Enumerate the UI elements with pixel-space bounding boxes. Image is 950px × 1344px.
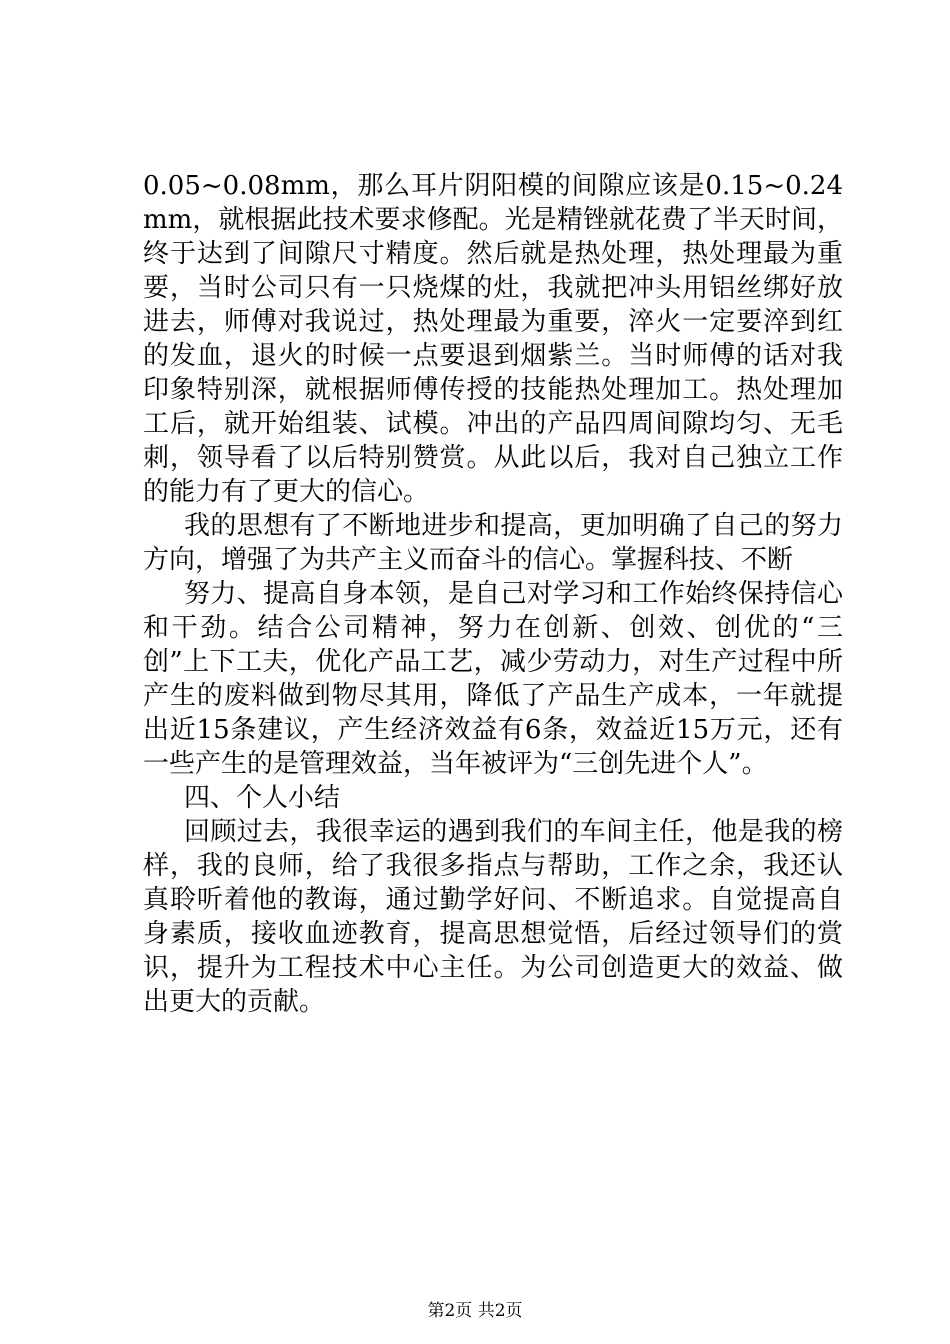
- paragraph-thinking-progress: 我的思想有了不断地进步和提高，更加明确了自己的努力方向，增强了为共产主义而奋斗的信心。掌握科技、不断: [143, 511, 843, 575]
- document-body: [143, 169, 843, 1019]
- paragraph-summary: 回顾过去，我很幸运的遇到我们的车间主任，他是我的榜样，我的良师，给了我很多指点与帮助，工作之余，我还认真聆听着他的教诲，通过勤学好问、不断追求。自觉提高自身素质，接收血迹教育，提高思想觉悟，后经过领导们的赏识，提升为工程技术中心主任。为公司创造更大的效益、做出更大的贡献。: [143, 817, 843, 1017]
- section-heading-personal-summary: 四、个人小结: [184, 783, 341, 813]
- page-number-footer: 第2页 共2页: [427, 1301, 523, 1321]
- paragraph-heat-treatment: 0.05~0.08mm，那么耳片阴阳模的间隙应该是0.15~0.24mm，就根据此技术要求修配。光是精锉就花费了半天时间，终于达到了间隙尺寸精度。然后就是热处理，热处理最为重要，当时公司只有一只烧煤的灶，我就把冲头用铝丝绑好放进去，师傅对我说过，热处理最为重要，淬火一定要淬到红的发血，退火的时候一点要退到烟紫兰。当时师傅的话对我印象特别深，就根据师傅传授的技能热处理加工。热处理加工后，就开始组装、试模。冲出的产品四周间隙均匀、无毛刺，领导看了以后特别赞赏。从此以后，我对自己独立工作的能力有了更大的信心。: [143, 171, 843, 507]
- paragraph-three-innovations: 努力、提高自身本领，是自己对学习和工作始终保持信心和干劲。结合公司精神，努力在创新、创效、创优的“三创”上下工夫，优化产品工艺，减少劳动力，对生产过程中所产生的废料做到物尽其用，降低了产品生产成本，一年就提出近15条建议，产生经济效益有6条，效益近15万元，还有一些产生的是管理效益，当年被评为“三创先进个人”。: [143, 579, 843, 779]
